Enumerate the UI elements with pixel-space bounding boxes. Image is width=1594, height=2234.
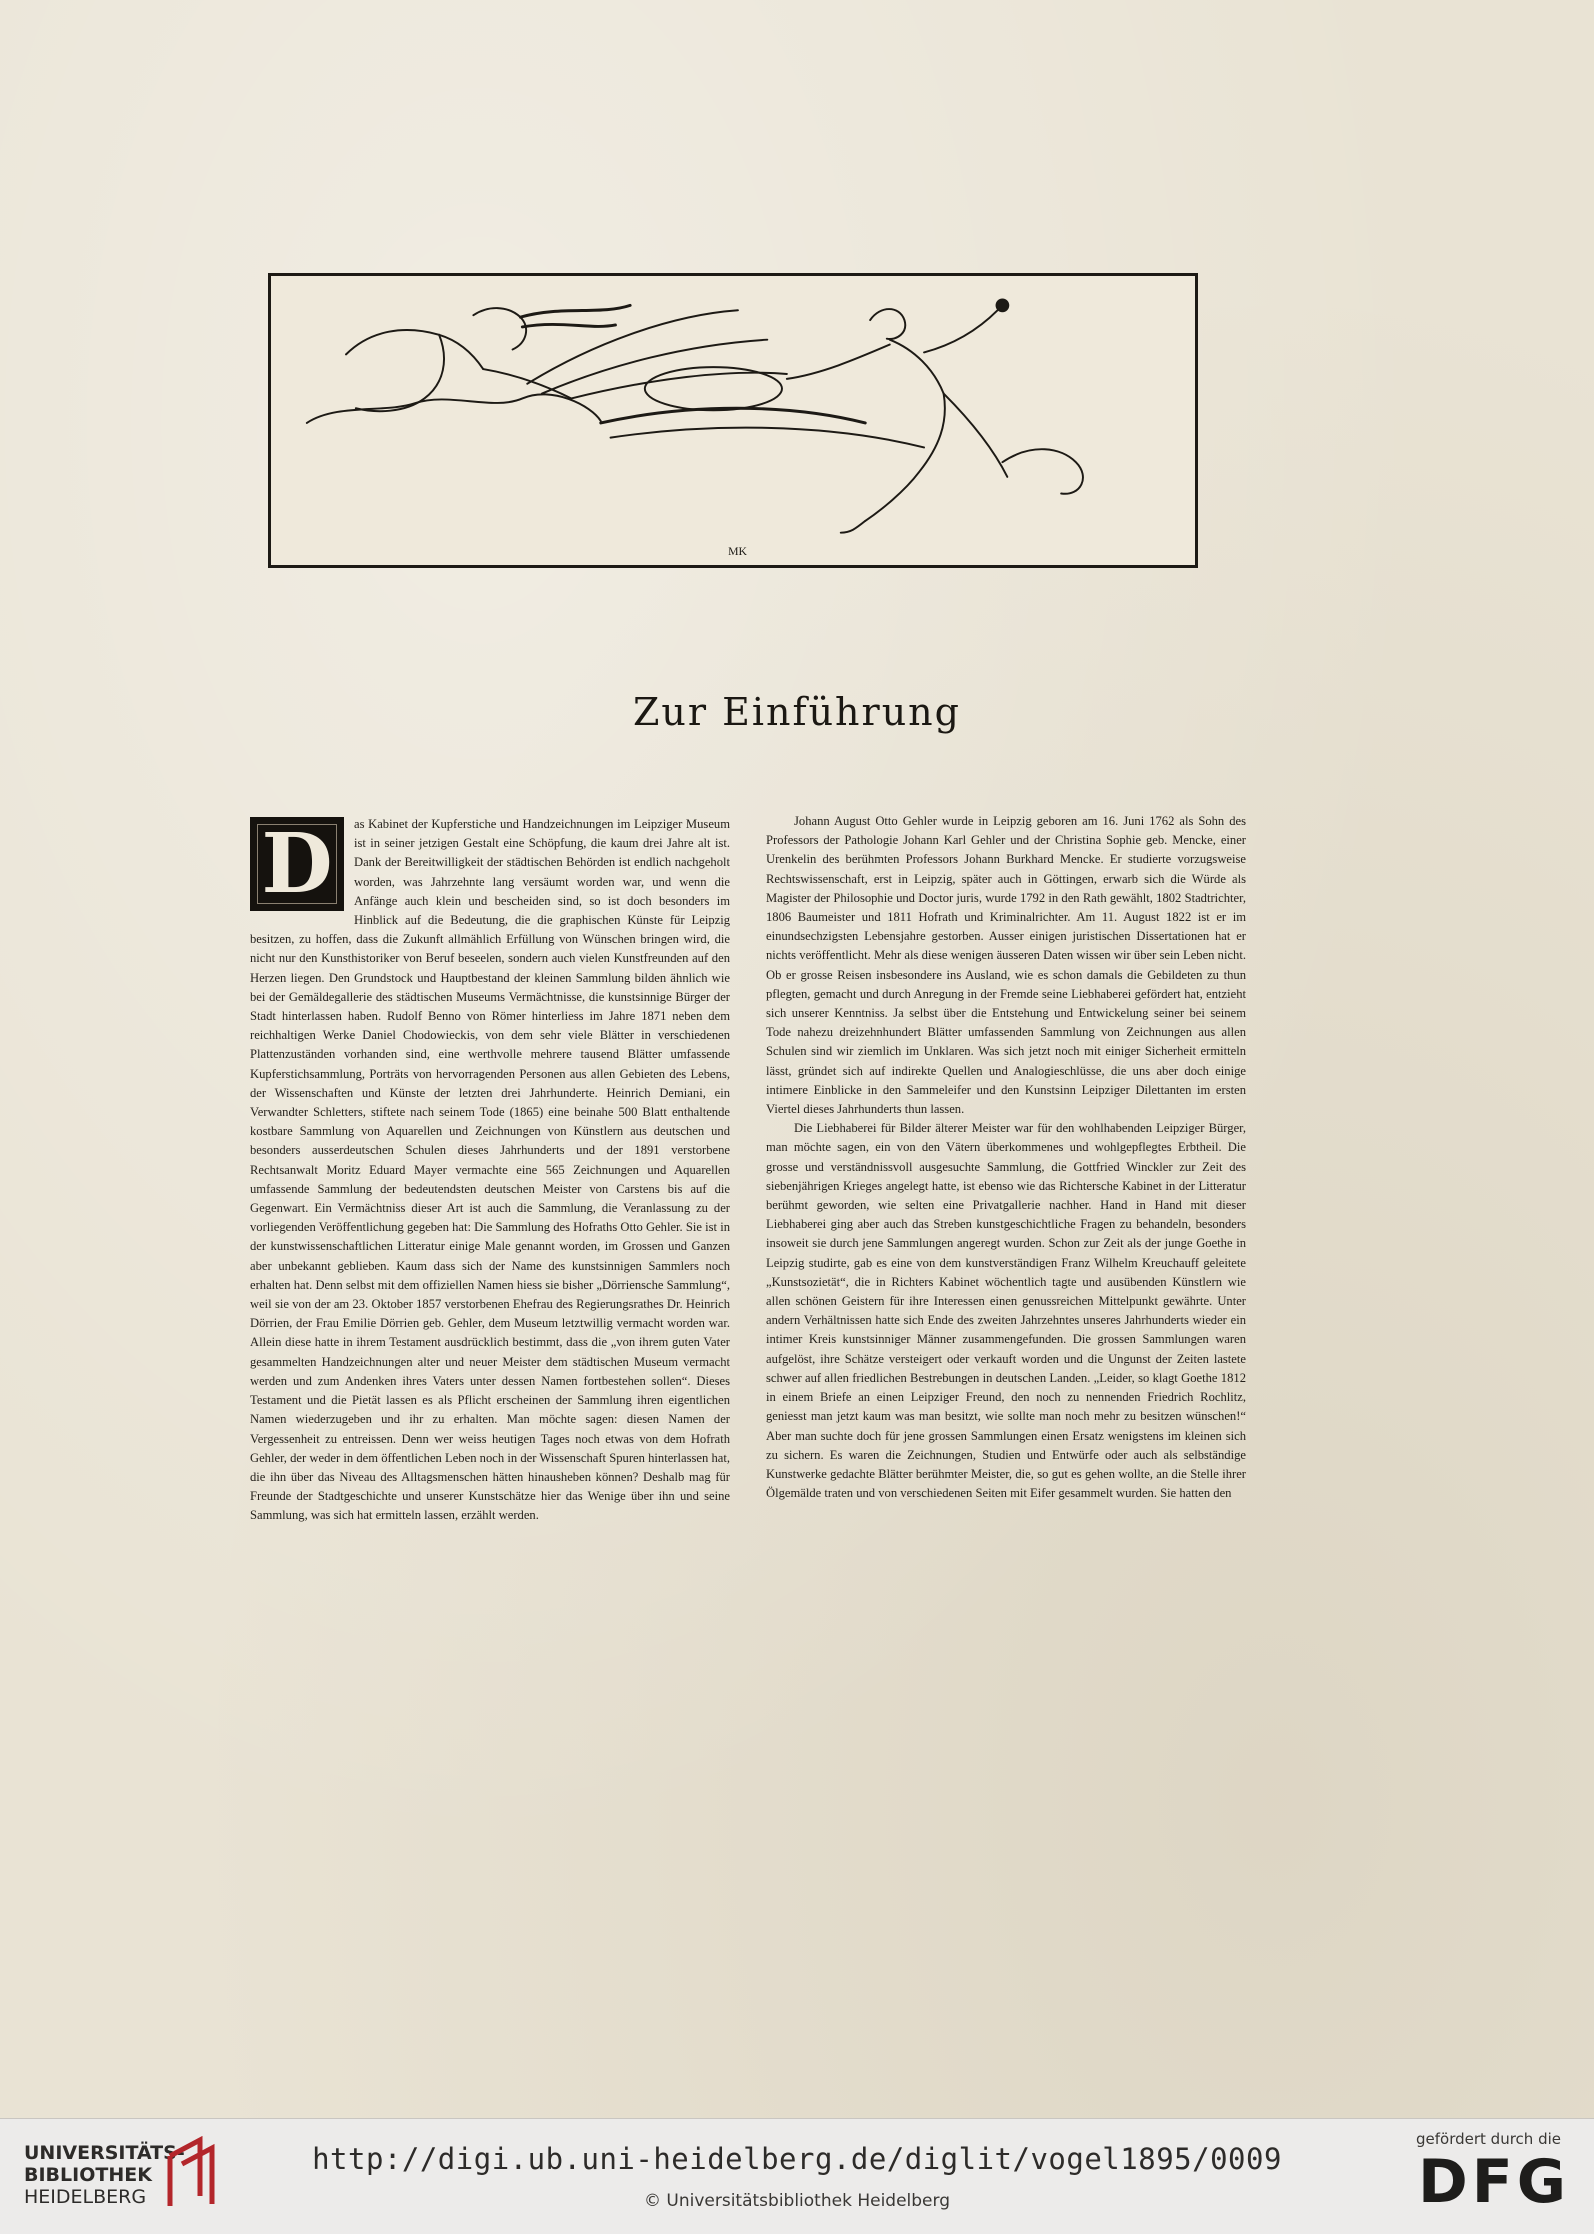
- paragraph: Johann August Otto Gehler wurde in Leipzig geboren am 16. Juni 1762 als Sohn des Professors der Pathologie Johann Karl Gehler und der Christina Sophie geb. Mencke, einer Urenkelin des berühmten Professors Johann Burkhard Mencke. Er studierte vorzugsweise Rechtswissenschaft, erst in Leipzig, später auch in Göttingen, erwarb sich die Würde als Magister der Philosophie und Doctor juris, wurde 1792 in den Rath gewählt, 1802 Stadtrichter, 1806 Baumeister und 1811 Hofrath und Kriminalrichter. Am 11. August 1822 ist er im einundsechzigsten Lebensjahre gestorben. Ausser einigen juristischen Dissertationen hat er nichts veröffentlicht. Mehr als diese wenigen äusseren Daten wissen wir über sein Leben nicht. Ob er grosse Reisen insbesondere ins Ausland, wie es schon damals die Gebildeten zu thun pflegten, gemacht und durch Anregung in der Fremde seine Liebhaberei gefördert hat, entzieht sich unserer Kenntniss. Ja selbst über die Entstehung und Entwickelung seiner bei seinem Tode nahezu dreizehnhundert Blätter umfassenden Sammlung von Zeichnungen aus allen Schulen sind wir ziemlich im Unklaren. Was sich jetzt noch mit einiger Sicherheit ermitteln lässt, gründet sich auf indirekte Quellen und Analogieschlüsse, die uns aber doch einige intimere Einblicke in den Sammeleifer und den Kunstsinn Leipziger Dilettanten im ersten Viertel dieses Jahrhunderts thun lassen.: [766, 814, 1246, 1117]
- copyright-notice: © Universitätsbibliothek Heidelberg: [643, 2191, 950, 2211]
- dropcap-letter: D: [261, 816, 333, 912]
- funding-label: gefördert durch die: [1416, 2130, 1561, 2148]
- illustration-monogram: MK: [728, 545, 748, 559]
- figures-drawing: [271, 276, 1195, 565]
- paragraph: as Kabinet der Kupferstiche und Handzeichnungen im Leipziger Museum ist in seiner jetzigen Gestalt eine Schöpfung, die kaum drei Jahre alt ist. Dank der Bereitwilligkeit der städtischen Behörden ist endlich nachgeholt worden, was Jahrzehnte lang versäumt worden war, und wenn die Anfänge auch klein und bescheiden sind, so ist doch besonders im Hinblick auf die Bedeutung, die die graphischen Künste für Leipzig besitzen, zu hoffen, dass die Zukunft allmählich Erfüllung von Wünschen bringen wird, die nicht nur den Kunsthistoriker von Beruf beseelen, sondern auch vielen Kunstfreunden auf den Herzen liegen. Den Grundstock und Hauptbestand der kleinen Sammlung bilden ähnlich wie bei der Gemäldegallerie des städtischen Museums Vermächtnisse, die kunstsinnige Bürger der Stadt hinterlassen haben. Rudolf Benno von Römer hinterliess im Jahre 1871 neben dem reichhaltigen Werke Daniel Chodowieckis, von dem sehr viele Blätter in verschiedenen Plattenzuständen vorhanden sind, eine werthvolle mehrere tausend Blätter umfassende Kupferstichsammlung, Porträts von hervorragenden Personen aus allen Gebieten des Lebens, der Wissenschaften und Künste der letzten drei Jahrhunderte. Heinrich Demiani, ein Verwandter Schletters, stiftete nach seinem Tode (1865) eine beinahe 500 Blatt enthaltende kostbare Sammlung von Aquarellen und Zeichnungen von Künstlern aus deutschen und besonders ausserdeutschen Schulen dieses Jahrhunderts und der 1891 verstorbene Rechtsanwalt Moritz Eduard Mayer vermachte eine 565 Zeichnungen und Aquarellen umfassende Sammlung der bedeutendsten deutschen Meister von Carstens bis auf die Gegenwart. Ein Vermächtniss dieser Art ist auch die Sammlung, die Veranlassung zu der vorliegenden Veröffentlichung gegeben hat: Die Sammlung des Hofraths Otto Gehler. Sie ist in der kunstwissenschaftlichen Litteratur einige Male genannt worden, im Grossen und Ganzen aber unbekannt geblieben. Kaum dass sich der Name des kunstsinnigen Sammlers noch erhalten hat. Denn selbst mit dem offiziellen Namen hiess sie bisher „Dörriensche Sammlung“, weil sie von der am 23. Oktober 1857 verstorbenen Ehefrau des Regierungsrathes Dr. Heinrich Dörrien, der Frau Emilie Dörrien geb. Gehler, dem Museum letztwillig vermacht worden war. Allein diese hatte in ihrem Testament ausdrücklich bestimmt, dass die „von ihrem guten Vater gesammelten Handzeichnungen alter und neuer Meister dem städtischen Museum vermacht werden und zum Andenken ihres Vaters unter dessen Namen fortbestehen sollen“. Dieses Testament und die Pietät lassen es als Pflicht erscheinen der Sammlung ihren eigentlichen Namen wiederzugeben und ihr zu erhalten. Man möchte sagen: diesen Namen der Vergessenheit zu entreissen. Denn wer weiss heutigen Tages noch etwas von dem Hofrath Gehler, der weder in dem öffentlichen Leben noch in der Wissenschaft Spuren hinterlassen hat, die ihn über das Niveau des Alltagsmenschen hätten hinausheben können? Deshalb mag für Freunde der Stadtgeschichte und unserer Kunstschätze hier das Wenige über ihn und seine Sammlung, was sich hat ermitteln lassen, erzählt werden.: [250, 817, 730, 1523]
- paragraph: Die Liebhaberei für Bilder älterer Meister war für den wohlhabenden Leipziger Bürger, man möchte sagen, ein von den Vätern überkommenes und wohlgepflegtes Erbtheil. Die grosse und verständnissvoll ausgesuchte Sammlung, die Gottfried Winckler zur Zeit des siebenjährigen Krieges angelegt hatte, ist ebenso wie das Richtersche Kabinet in der Litteratur berühmt geworden, wie selten eine Privatgallerie nachher. Hand in Hand mit dieser Liebhaberei ging aber auch das Streben kunstgeschichtliche Fragen zu behandeln, besonders insoweit sie durch jene Sammlungen angeregt wurden. Schon zur Zeit als der junge Goethe in Leipzig studirte, gab es eine von dem kunstverständigen Franz Wilhelm Kreuchauff geleitete „Kunstsozietät“, die in Richters Kabinet wöchentlich tagte und ausübenden Künstlern wie allen schönen Geistern für ihre Interessen einen genussreichen Mittelpunkt gewährte. Unter andern Verhältnissen hatte sich Ende des zweiten Jahrzehntes unseres Jahrhunderts wieder ein intimer Kreis kunstsinniger Männer zusammengefunden. Die grossen Sammlungen waren aufgelöst, ihre Schätze versteigert oder verkauft worden und die Ungunst der Zeiten lastete schwer auf allen friedlichen Bestrebungen in deutschen Landen. „Leider, so klagt Goethe 1812 in einem Briefe an einen Leipziger Freund, den noch zu nennenden Friedrich Rochlitz, geniesst man jetzt kaum was man besitzt, wie sollte man noch mehr zu besitzen wünschen!“ Aber man suchte doch für jene grossen Sammlungen einen Ersatz wenigstens im kleinen sich zu sichern. Es waren die Zeichnungen, Studien und Entwürfe oder auch als selbständige Kunstwerke gedachte Blätter berühmter Meister, die, so gut es gehen wollte, an die Stelle ihrer Ölgemälde traten und von verschiedenen Seiten mit Eifer gesammelt wurden. Sie hatten den: [766, 1121, 1246, 1501]
- dropcap-initial: [250, 817, 344, 911]
- library-name-line1: UNIVERSITÄTS-: [24, 2142, 185, 2164]
- left-column: [250, 815, 730, 1526]
- right-column: [766, 812, 1246, 1503]
- library-name-line3: HEIDELBERG: [24, 2186, 147, 2208]
- digitization-footer: [0, 2118, 1594, 2234]
- dfg-logo[interactable]: DFG: [1418, 2147, 1571, 2217]
- page-title: Zur Einführung: [633, 690, 961, 734]
- library-name-line2: BIBLIOTHEK: [24, 2164, 152, 2186]
- page-url-link[interactable]: http://digi.ub.uni-heidelberg.de/diglit/vogel1895/0009: [312, 2142, 1282, 2176]
- header-illustration: [268, 273, 1198, 568]
